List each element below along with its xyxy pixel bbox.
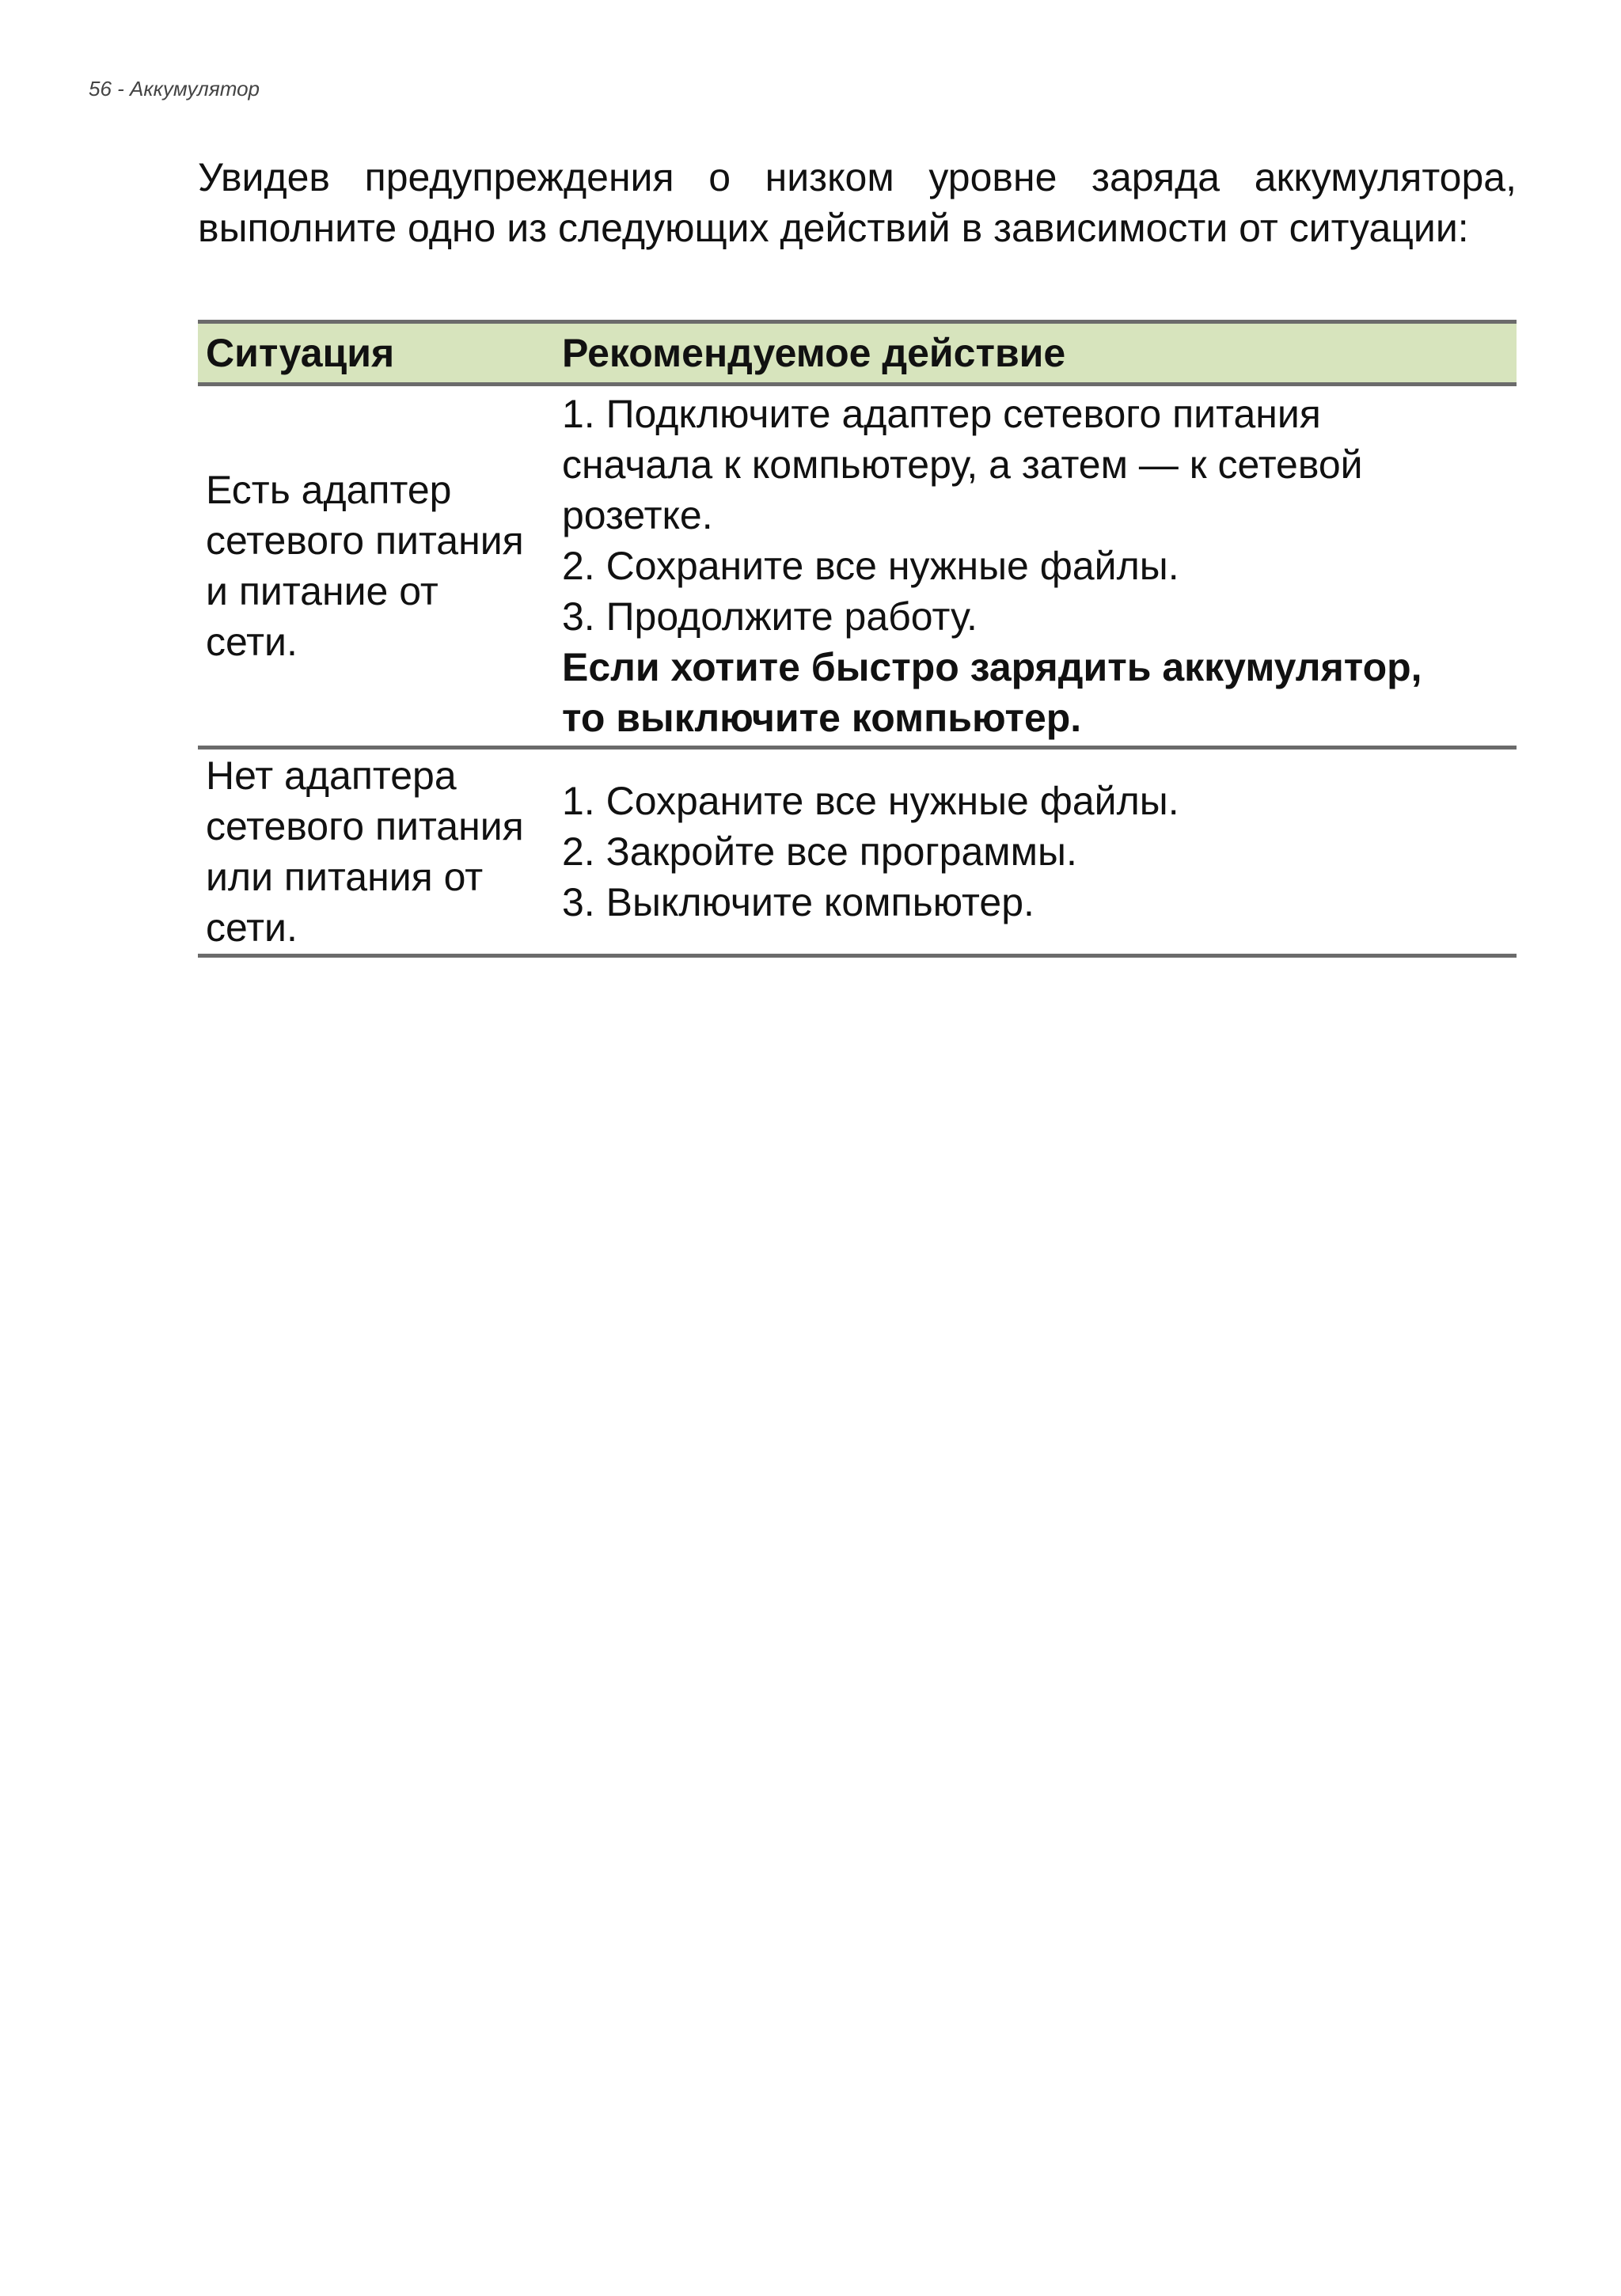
- table-header-row: [198, 322, 1517, 385]
- situation-line: сети.: [206, 905, 298, 950]
- action-line: 2. Закройте все программы.: [562, 829, 1077, 874]
- situation-line: и питание от: [206, 569, 438, 613]
- situation-line: сетевого питания: [206, 518, 524, 563]
- table-row: [198, 385, 1517, 748]
- situation-line: Есть адаптер: [206, 468, 452, 512]
- action-line: сначала к компьютеру, а затем — к сетевой: [562, 442, 1363, 487]
- action-note: Если хотите быстро зарядить аккумулятор,: [562, 645, 1422, 689]
- situation-line: сети.: [206, 620, 298, 664]
- table-row: [198, 748, 1517, 956]
- column-header-action: Рекомендуемое действие: [554, 322, 1517, 385]
- action-line: 3. Выключите компьютер.: [562, 880, 1034, 924]
- action-cell: [554, 385, 1517, 748]
- action-line: 1. Подключите адаптер сетевого питания: [562, 392, 1321, 436]
- running-header: 56 - Аккумулятор: [89, 77, 260, 101]
- action-line: розетке.: [562, 493, 713, 537]
- action-note: то выключите компьютер.: [562, 696, 1082, 740]
- intro-paragraph: Увидев предупреждения о низком уровне заряда аккумулятора, выполните одно из следующих действий в зависимости от ситуации:: [198, 155, 1517, 250]
- situation-table: [198, 320, 1517, 958]
- situation-cell: [198, 385, 554, 748]
- situation-cell: [198, 748, 554, 956]
- situation-line: сетевого питания: [206, 804, 524, 848]
- action-line: 1. Сохраните все нужные файлы.: [562, 779, 1179, 823]
- action-line: 3. Продолжите работу.: [562, 594, 978, 639]
- action-line: 2. Сохраните все нужные файлы.: [562, 544, 1179, 588]
- column-header-situation: Ситуация: [198, 322, 554, 385]
- action-cell: [554, 748, 1517, 956]
- situation-line: или питания от: [206, 855, 484, 899]
- situation-line: Нет адаптера: [206, 753, 457, 798]
